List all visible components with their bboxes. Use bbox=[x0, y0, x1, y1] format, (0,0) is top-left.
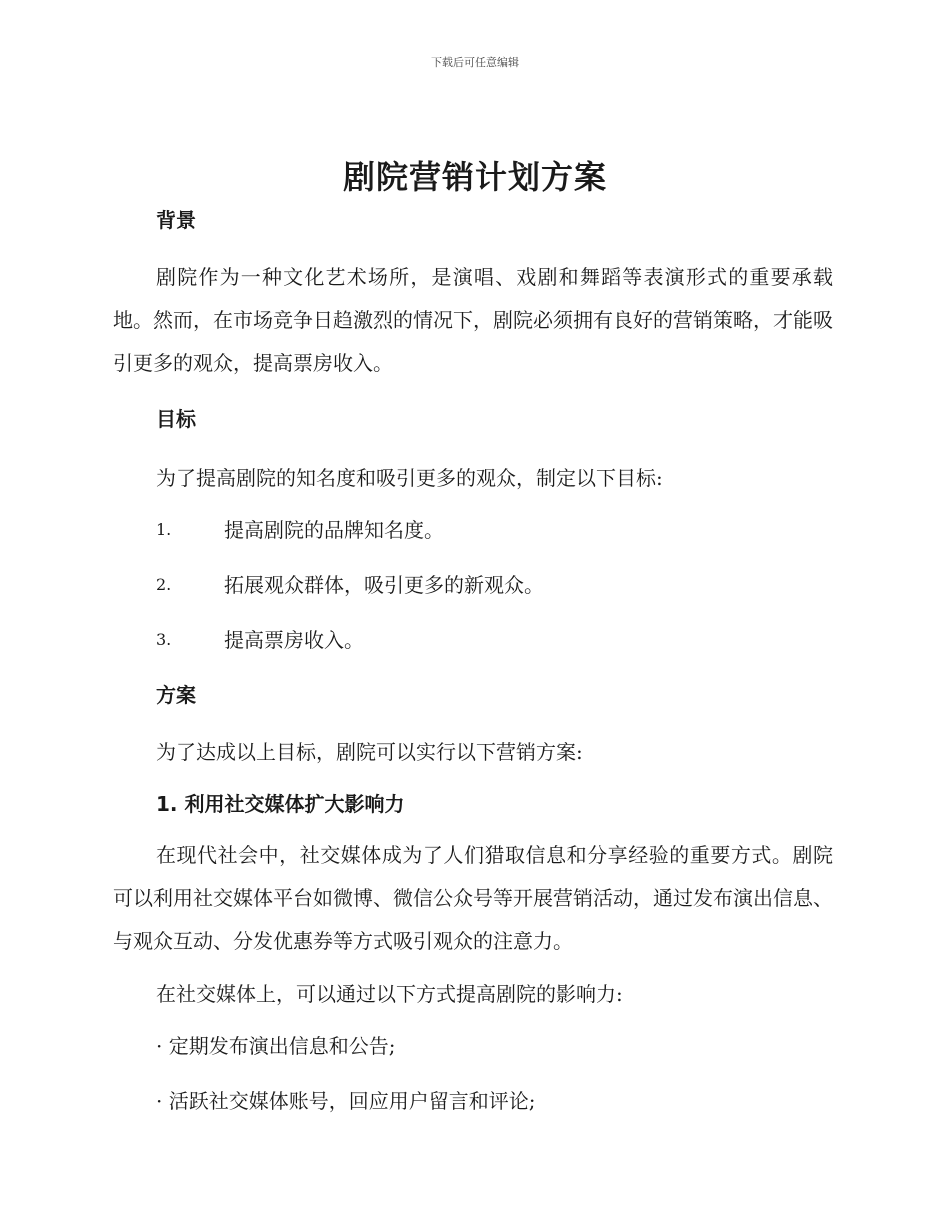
list-number: 1. bbox=[156, 520, 172, 539]
list-text: 提高剧院的品牌知名度。 bbox=[224, 518, 444, 542]
bullet-item: · 定期发布演出信息和公告; bbox=[156, 1034, 396, 1058]
list-item bbox=[113, 514, 833, 546]
section-heading-goals: 目标 bbox=[156, 407, 196, 431]
plan-intro: 为了达成以上目标，剧院可以实行以下营销方案: bbox=[156, 740, 583, 764]
document-title: 剧院营销计划方案 bbox=[342, 158, 607, 196]
document-body bbox=[113, 204, 833, 1117]
list-text: 提高票房收入。 bbox=[224, 628, 364, 652]
list-text: 拓展观众群体，吸引更多的新观众。 bbox=[224, 573, 544, 597]
list-number: 3. bbox=[156, 630, 172, 649]
section-heading-plan: 方案 bbox=[156, 683, 196, 707]
background-paragraph: 剧院作为一种文化艺术场所，是演唱、戏剧和舞蹈等表演形式的重要承载地。然而，在市场竞争日趋激烈的情况下，剧院必须拥有良好的营销策略，才能吸引更多的观众，提高票房收入。 bbox=[113, 265, 833, 375]
social-media-paragraph: 在现代社会中，社交媒体成为了人们猎取信息和分享经验的重要方式。剧院可以利用社交媒体平台如微博、微信公众号等开展营销活动，通过发布演出信息、与观众互动、分发优惠券等方式吸引观众的注意力。 bbox=[113, 843, 833, 953]
goals-intro: 为了提高剧院的知名度和吸引更多的观众，制定以下目标: bbox=[156, 466, 663, 490]
list-item bbox=[113, 624, 833, 656]
subheading-social-media: 1. 利用社交媒体扩大影响力 bbox=[156, 792, 405, 816]
list-item bbox=[113, 569, 833, 601]
section-heading-background: 背景 bbox=[156, 208, 196, 232]
social-media-intro: 在社交媒体上，可以通过以下方式提高剧院的影响力: bbox=[156, 982, 623, 1006]
list-number: 2. bbox=[156, 575, 172, 594]
header-note: 下载后可任意编辑 bbox=[431, 56, 519, 69]
bullet-item: · 活跃社交媒体账号，回应用户留言和评论; bbox=[156, 1089, 536, 1113]
